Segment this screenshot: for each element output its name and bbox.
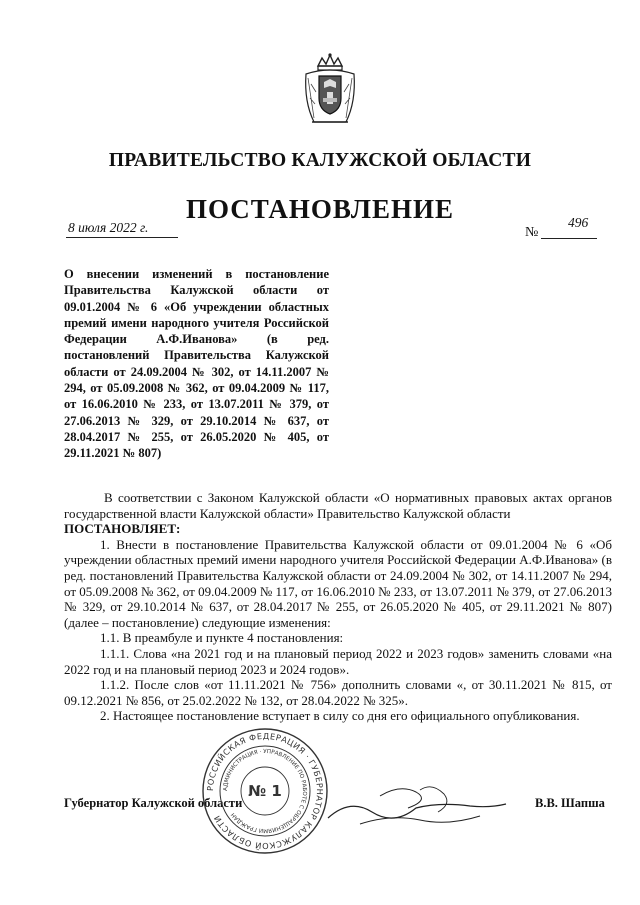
seal-inner-text: АДМИНИСТРАЦИЯ · УПРАВЛЕНИЕ ПО РАБОТЕ С ОБРАЩЕНИЯМИ ГРАЖДАН <box>222 748 308 834</box>
official-seal <box>200 726 330 856</box>
document-type-title: ПОСТАНОВЛЕНИЕ <box>185 194 455 224</box>
clause-2: 2. Настоящее постановление вступает в силу со дня его официального опубликования. <box>100 708 580 724</box>
preamble-paragraph: В соответствии с Законом Калужской области «О нормативных правовых актах органов государственной власти Калужской области» Правительство Калужской области <box>64 490 612 521</box>
clause-1-1: 1.1. В преамбуле и пункте 4 постановления: <box>100 630 344 646</box>
government-title: ПРАВИТЕЛЬСТВО КАЛУЖСКОЙ ОБЛАСТИ <box>108 150 532 171</box>
number-sign: № <box>525 225 539 240</box>
document-date: 8 июля 2022 г. <box>68 220 149 235</box>
coat-of-arms-icon <box>300 52 360 128</box>
seal-outer-text: РОССИЙСКАЯ ФЕДЕРАЦИЯ · ГУБЕРНАТОР КАЛУЖСКОЙ ОБЛАСТИ <box>204 730 326 852</box>
document-body <box>64 490 612 724</box>
clause-1: 1. Внести в постановление Правительства Калужской области от 09.01.2004 № 6 «Об учреждении областных премий имени народного учителя Российской Федерации А.Ф.Иванова» (в ред. постановлений Правительства Калужской области от 24.09.2004 № 302, от 14.11.2007 № 294, от 05.09.2008 № 362, от 09.04.2009 № 117, от 16.06.2010 № 233, от 13.07.2011 № 379, от 27.06.2013 № 329, от 29.10.2014 № 637, от 28.04.2017 № 255, от 26.05.2020 № 405, от 29.11.2021 № 807) (далее – постановление) следующие изменения: <box>64 536 612 630</box>
signatory-title: Губернатор Калужской области <box>64 796 243 810</box>
document-number: 496 <box>568 215 589 230</box>
resolves-label: ПОСТАНОВЛЯЕТ: <box>64 521 181 537</box>
handwritten-signature <box>320 778 510 836</box>
date-underline <box>66 237 178 238</box>
number-underline <box>541 238 597 239</box>
clause-1-1-2: 1.1.2. После слов «от 11.11.2021 № 756» дополнить словами «, от 30.11.2021 № 815, от 09.12.2021 № 856, от 25.02.2022 № 132, от 28.04.2022 № 325». <box>64 677 612 708</box>
subject-heading: О внесении изменений в постановление Правительства Калужской области от 09.01.2004 № 6 «Об учреждении областных премий имени народного учителя Российской Федерации А.Ф.Иванова» (в ред. постановлений Правительства Калужской области от 24.09.2004 № 302, от 14.11.2007 № 294, от 05.09.2008 № 362, от 09.04.2009 № 117, от 16.06.2010 № 233, от 13.07.2011 № 379, от 27.06.2013 № 329, от 29.10.2014 № 637, от 28.04.2017 № 255, от 26.05.2020 № 405, от 29.11.2021 № 807) <box>64 267 329 461</box>
seal-number: № 1 <box>248 782 282 800</box>
signatory-name: В.В. Шапша <box>535 796 605 810</box>
clause-1-1-1: 1.1.1. Слова «на 2021 год и на плановый период 2022 и 2023 годов» заменить словами «на 2022 год и на плановый период 2023 и 2024 годов». <box>64 645 612 677</box>
